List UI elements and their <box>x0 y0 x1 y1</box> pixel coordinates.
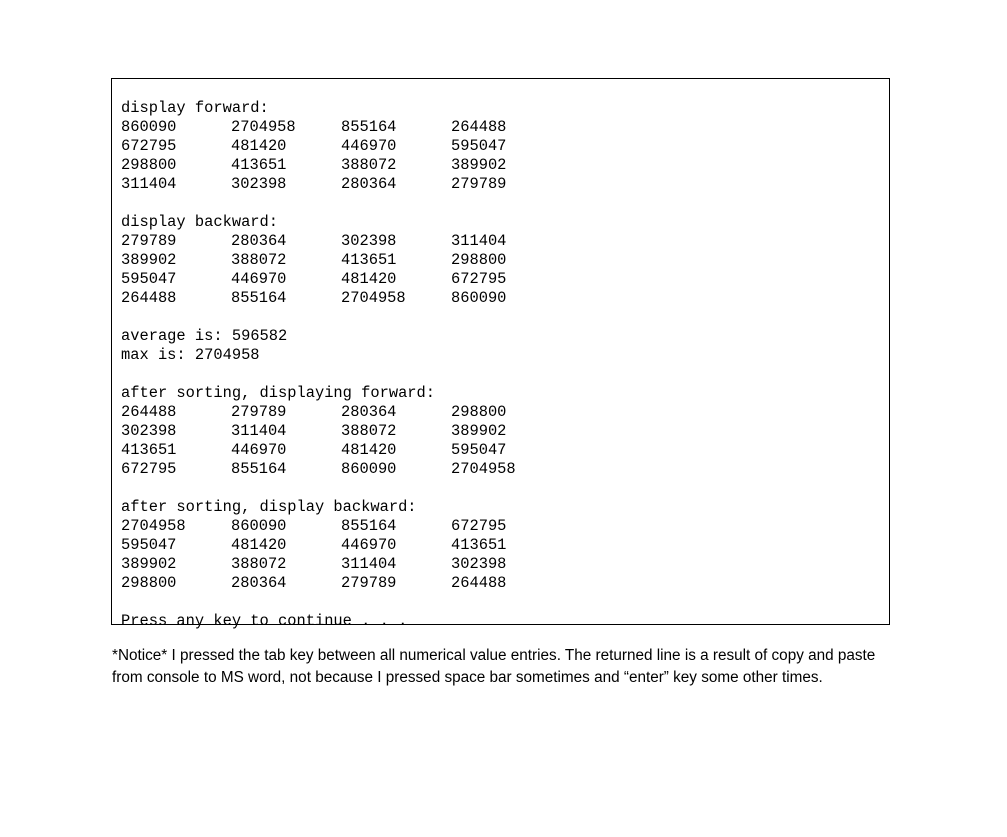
value-cell: 672795 <box>451 270 507 288</box>
blank-line <box>121 479 889 498</box>
backward-heading: display backward: <box>121 213 279 231</box>
value-cell: 388072 <box>231 251 287 269</box>
value-cell: 389902 <box>451 156 507 174</box>
table-row <box>121 441 889 460</box>
table-row <box>121 555 889 574</box>
value-cell: 302398 <box>231 175 287 193</box>
value-cell: 595047 <box>451 441 507 459</box>
value-cell: 389902 <box>121 251 177 269</box>
continue-prompt: Press any key to continue . . . <box>121 612 408 630</box>
value-cell: 860090 <box>121 118 177 136</box>
value-cell: 311404 <box>121 175 177 193</box>
value-cell: 280364 <box>341 403 397 421</box>
value-cell: 298800 <box>121 574 177 592</box>
value-cell: 2704958 <box>451 460 516 478</box>
value-cell: 481420 <box>231 536 287 554</box>
value-cell: 298800 <box>451 403 507 421</box>
value-cell: 413651 <box>341 251 397 269</box>
value-cell: 481420 <box>341 441 397 459</box>
value-cell: 672795 <box>121 137 177 155</box>
table-row <box>121 270 889 289</box>
table-row <box>121 403 889 422</box>
value-cell: 446970 <box>341 137 397 155</box>
value-cell: 855164 <box>231 460 287 478</box>
table-row <box>121 175 889 194</box>
table-row <box>121 251 889 270</box>
value-cell: 279789 <box>231 403 287 421</box>
value-cell: 413651 <box>121 441 177 459</box>
table-row <box>121 536 889 555</box>
value-cell: 302398 <box>451 555 507 573</box>
value-cell: 855164 <box>341 517 397 535</box>
table-row <box>121 460 889 479</box>
value-cell: 298800 <box>121 156 177 174</box>
value-cell: 280364 <box>341 175 397 193</box>
blank-line <box>121 308 889 327</box>
value-cell: 302398 <box>121 422 177 440</box>
value-cell: 311404 <box>231 422 287 440</box>
value-cell: 311404 <box>451 232 507 250</box>
value-cell: 279789 <box>121 232 177 250</box>
value-cell: 2704958 <box>121 517 186 535</box>
value-cell: 481420 <box>341 270 397 288</box>
value-cell: 413651 <box>451 536 507 554</box>
value-cell: 298800 <box>451 251 507 269</box>
console-output <box>111 78 890 630</box>
value-cell: 595047 <box>121 536 177 554</box>
value-cell: 860090 <box>451 289 507 307</box>
sorted-backward-heading: after sorting, display backward: <box>121 498 417 516</box>
value-cell: 388072 <box>231 555 287 573</box>
value-cell: 264488 <box>451 118 507 136</box>
table-row <box>121 118 889 137</box>
value-cell: 2704958 <box>341 289 406 307</box>
value-cell: 388072 <box>341 422 397 440</box>
value-cell: 388072 <box>341 156 397 174</box>
value-cell: 279789 <box>451 175 507 193</box>
value-cell: 446970 <box>231 270 287 288</box>
table-row <box>121 156 889 175</box>
notice-paragraph <box>112 645 902 689</box>
table-row <box>121 289 889 308</box>
value-cell: 446970 <box>231 441 287 459</box>
value-cell: 389902 <box>451 422 507 440</box>
value-cell: 302398 <box>341 232 397 250</box>
value-cell: 595047 <box>121 270 177 288</box>
average-line: average is: 596582 <box>121 327 288 345</box>
value-cell: 264488 <box>121 403 177 421</box>
value-cell: 413651 <box>231 156 287 174</box>
table-row <box>121 422 889 441</box>
blank-line <box>121 593 889 612</box>
value-cell: 446970 <box>341 536 397 554</box>
value-cell: 860090 <box>231 517 287 535</box>
notice-line-2: from console to MS word, not because I pressed space bar sometimes and “enter” key some other times. <box>112 669 823 686</box>
value-cell: 264488 <box>121 289 177 307</box>
sorted-forward-heading: after sorting, displaying forward: <box>121 384 436 402</box>
value-cell: 389902 <box>121 555 177 573</box>
forward-heading: display forward: <box>121 99 269 117</box>
notice-line-1: *Notice* I pressed the tab key between all numerical value entries. The returned line is a result of copy and paste <box>112 647 876 664</box>
max-line: max is: 2704958 <box>121 346 260 364</box>
table-row <box>121 574 889 593</box>
value-cell: 279789 <box>341 574 397 592</box>
value-cell: 311404 <box>341 555 397 573</box>
blank-line <box>121 365 889 384</box>
table-row <box>121 137 889 156</box>
value-cell: 672795 <box>451 517 507 535</box>
value-cell: 595047 <box>451 137 507 155</box>
value-cell: 855164 <box>341 118 397 136</box>
value-cell: 2704958 <box>231 118 296 136</box>
value-cell: 855164 <box>231 289 287 307</box>
table-row <box>121 232 889 251</box>
value-cell: 672795 <box>121 460 177 478</box>
value-cell: 481420 <box>231 137 287 155</box>
value-cell: 264488 <box>451 574 507 592</box>
value-cell: 860090 <box>341 460 397 478</box>
blank-line <box>121 194 889 213</box>
value-cell: 280364 <box>231 232 287 250</box>
value-cell: 280364 <box>231 574 287 592</box>
table-row <box>121 517 889 536</box>
